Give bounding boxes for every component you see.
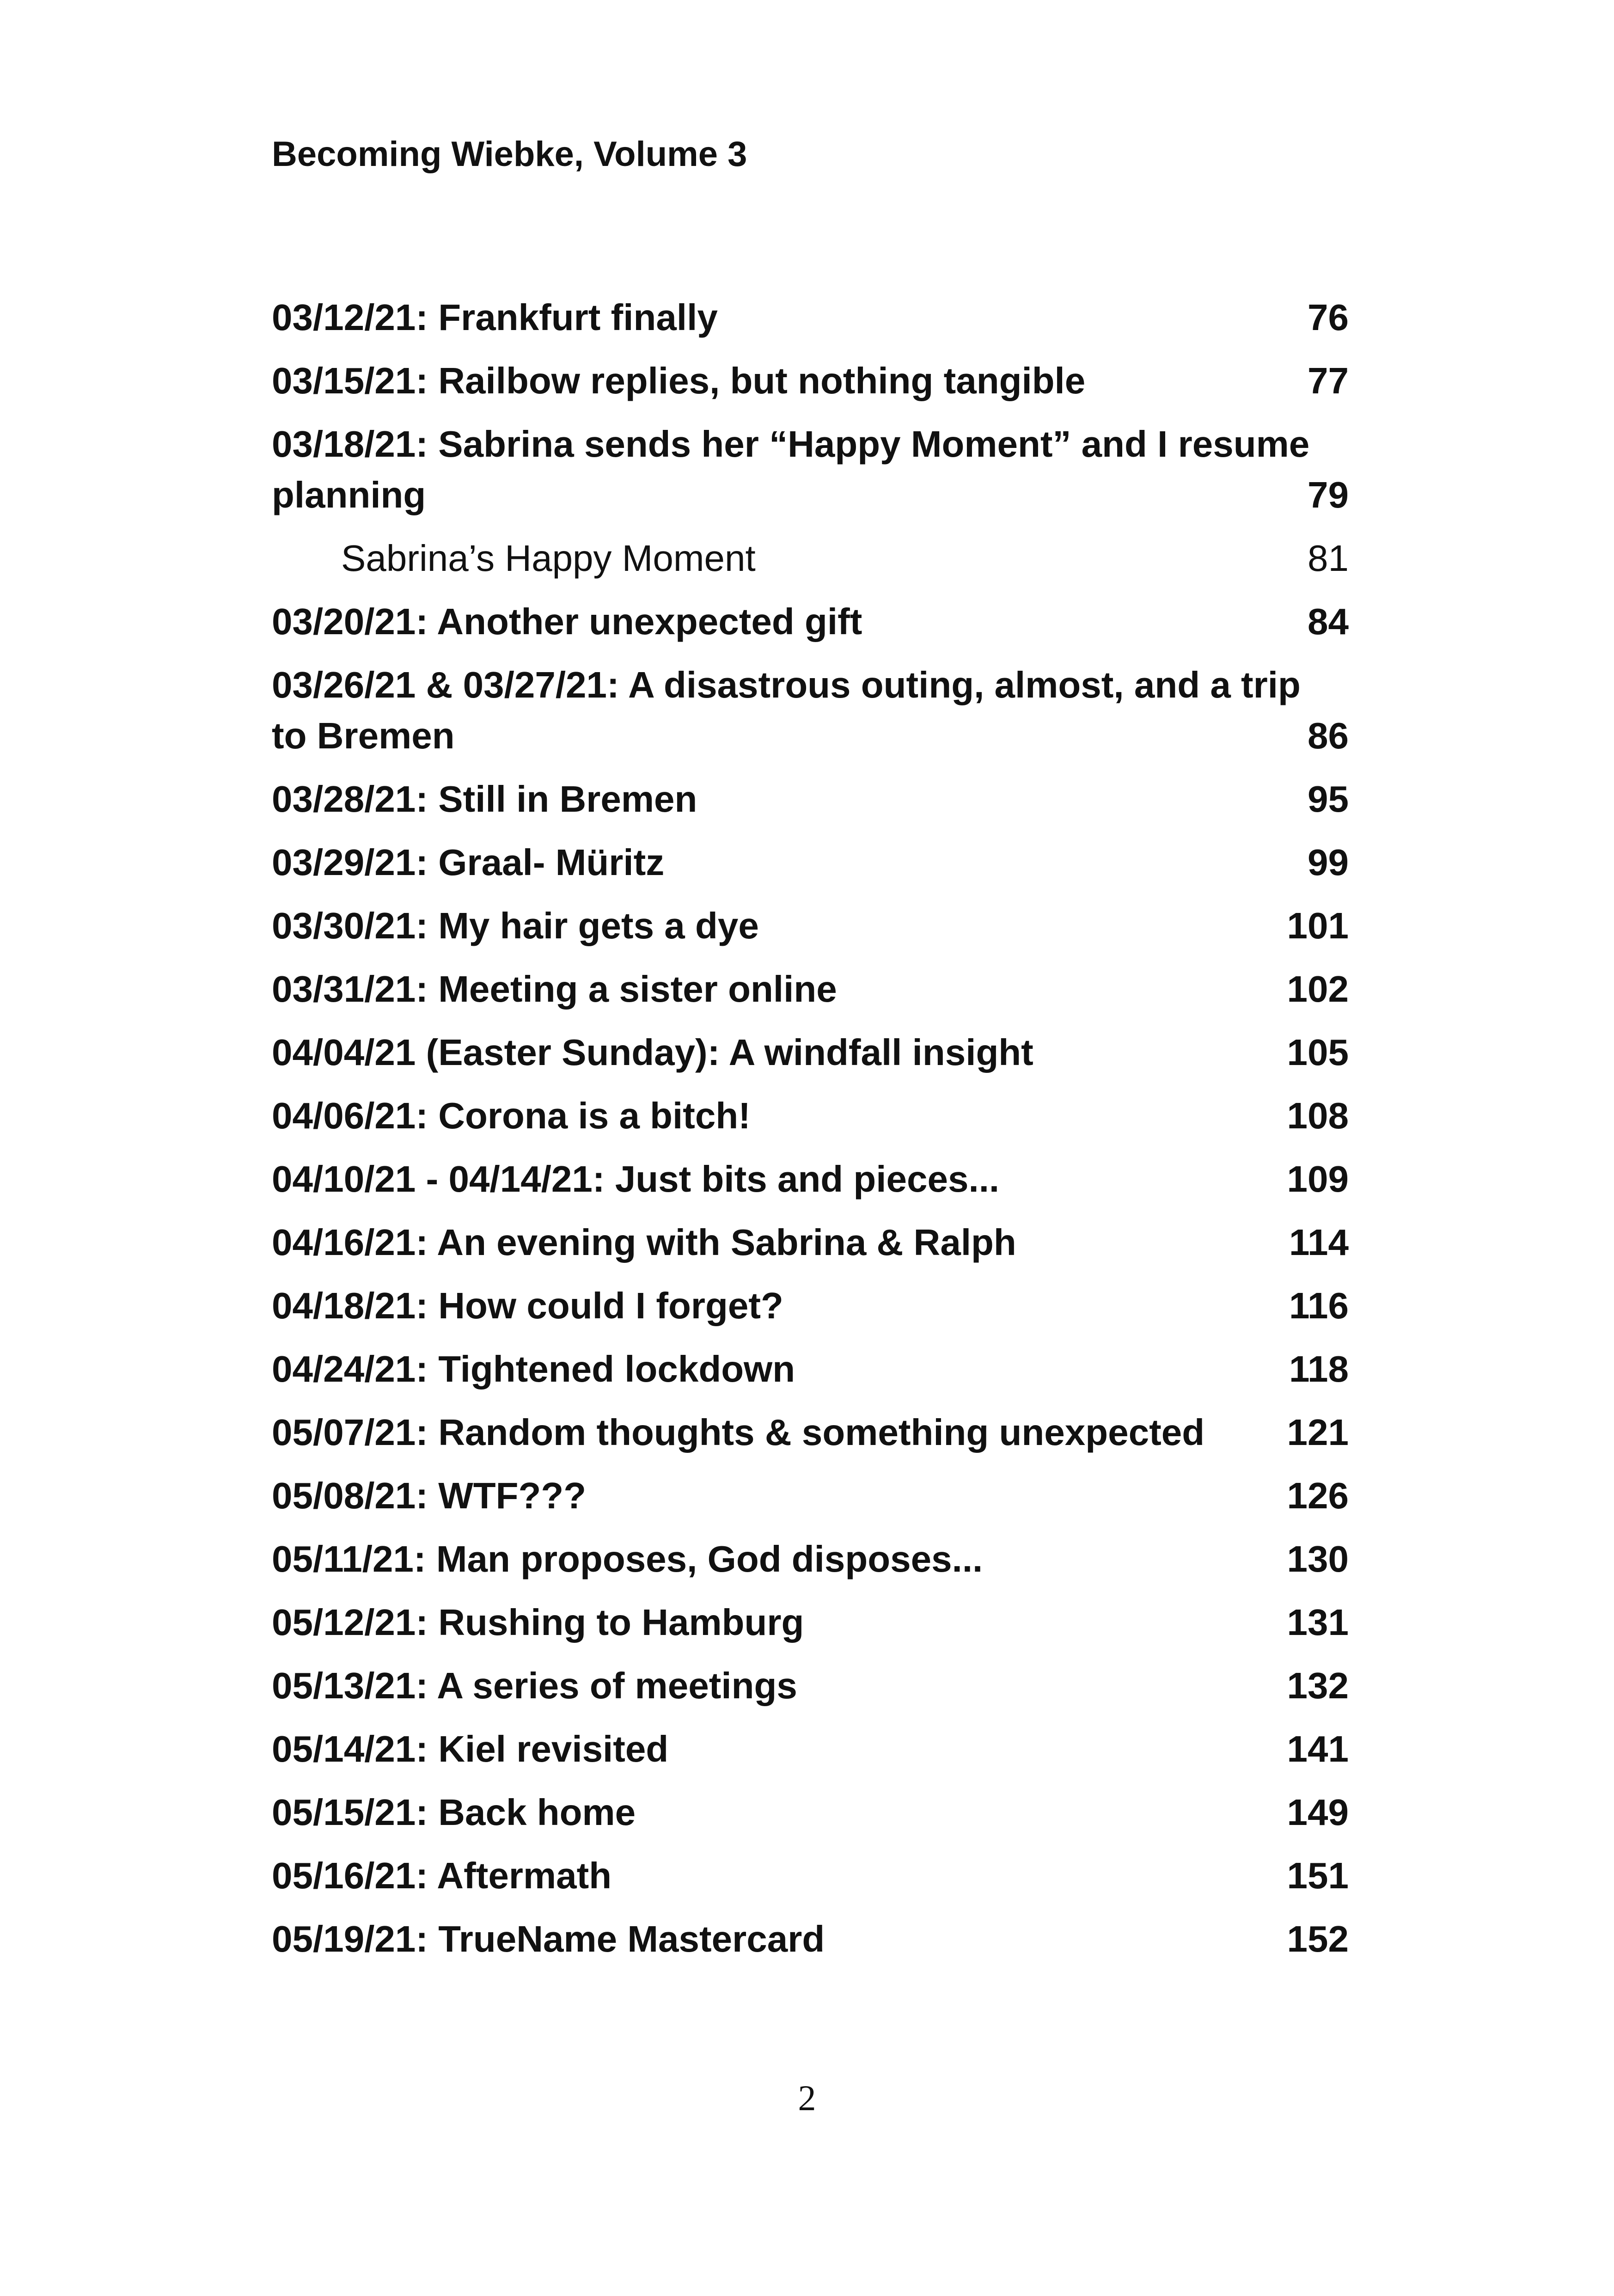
toc-entry[interactable] [272, 768, 1349, 832]
toc-entry-title: 04/16/21: An evening with Sabrina & Ralph [272, 1222, 1016, 1263]
toc-entry-title: 05/13/21: A series of meetings [272, 1665, 797, 1706]
toc-entry[interactable] [272, 1655, 1349, 1718]
toc-subentry-page-number: 81 [1308, 538, 1349, 579]
toc-entry[interactable] [272, 1718, 1349, 1782]
toc-entry[interactable] [272, 1148, 1349, 1212]
toc-entry-title: 04/18/21: How could I forget? [272, 1285, 783, 1326]
toc-entry[interactable] [272, 1085, 1349, 1148]
toc-entry-title-line-2: to Bremen [272, 715, 455, 756]
toc-entry[interactable] [272, 1908, 1349, 1971]
toc-entry[interactable] [272, 1845, 1349, 1908]
toc-entry-title: 04/24/21: Tightened lockdown [272, 1348, 795, 1390]
toc-entry-title: 03/29/21: Graal- Müritz [272, 842, 665, 883]
toc-entry-title: 03/31/21: Meeting a sister online [272, 968, 837, 1010]
toc-entry-page-number: 141 [1287, 1728, 1349, 1769]
toc-entry-title-line-1: 03/26/21 & 03/27/21: A disastrous outing, almost, and a trip [272, 664, 1301, 705]
toc-subentry-title: Sabrina’s Happy Moment [341, 538, 756, 579]
toc-entry-page-number: 77 [1308, 360, 1349, 401]
toc-entry[interactable] [272, 350, 1349, 413]
toc-entry[interactable] [272, 654, 1349, 768]
toc-entry-page-number: 131 [1287, 1602, 1349, 1643]
toc-entry-title: 04/04/21 (Easter Sunday): A windfall insight [272, 1032, 1033, 1073]
table-of-contents [272, 287, 1349, 1971]
toc-entry-title: 03/12/21: Frankfurt finally [272, 297, 718, 338]
toc-entry-title: 04/10/21 - 04/14/21: Just bits and pieces... [272, 1158, 1000, 1200]
toc-entry-title: 03/15/21: Railbow replies, but nothing tangible [272, 360, 1086, 401]
toc-subentry[interactable] [272, 527, 1349, 591]
toc-entry[interactable] [272, 832, 1349, 895]
toc-entry-title: 03/30/21: My hair gets a dye [272, 905, 759, 946]
toc-entry-title: 05/11/21: Man proposes, God disposes... [272, 1538, 983, 1580]
toc-entry-page-number: 86 [1308, 715, 1349, 756]
toc-entry-page-number: 79 [1308, 474, 1349, 515]
toc-entry[interactable] [272, 1338, 1349, 1402]
toc-entry-page-number: 76 [1308, 297, 1349, 338]
toc-entry[interactable] [272, 1022, 1349, 1085]
toc-entry[interactable] [272, 1465, 1349, 1528]
toc-entry-title: 05/15/21: Back home [272, 1792, 636, 1833]
toc-entry-page-number: 95 [1308, 778, 1349, 820]
toc-entry-title: 05/14/21: Kiel revisited [272, 1728, 669, 1769]
toc-entry[interactable] [272, 287, 1349, 350]
toc-entry[interactable] [272, 895, 1349, 958]
toc-entry-title: 04/06/21: Corona is a bitch! [272, 1095, 751, 1136]
toc-entry-title: 03/20/21: Another unexpected gift [272, 601, 862, 642]
toc-entry-title: 05/12/21: Rushing to Hamburg [272, 1602, 804, 1643]
toc-entry[interactable] [272, 591, 1349, 654]
toc-entry-page-number: 114 [1289, 1222, 1349, 1263]
toc-entry-page-number: 149 [1287, 1792, 1349, 1833]
toc-entry-title: 03/28/21: Still in Bremen [272, 778, 697, 820]
toc-entry[interactable] [272, 958, 1349, 1022]
toc-entry[interactable] [272, 1402, 1349, 1465]
toc-entry-page-number: 151 [1287, 1855, 1349, 1896]
toc-entry-title-line-1: 03/18/21: Sabrina sends her “Happy Moment” and I resume [272, 423, 1310, 465]
toc-entry[interactable] [272, 1528, 1349, 1592]
toc-entry-page-number: 121 [1287, 1412, 1349, 1453]
toc-entry[interactable] [272, 1212, 1349, 1275]
toc-entry[interactable] [272, 1275, 1349, 1338]
toc-entry[interactable] [272, 1782, 1349, 1845]
toc-entry-title: 05/19/21: TrueName Mastercard [272, 1918, 825, 1959]
toc-entry-page-number: 130 [1287, 1538, 1349, 1580]
toc-entry-page-number: 126 [1287, 1475, 1349, 1516]
toc-entry-page-number: 101 [1287, 905, 1349, 946]
footer-page-number: 2 [798, 2078, 816, 2118]
toc-entry-page-number: 109 [1287, 1158, 1349, 1200]
toc-entry-page-number: 116 [1289, 1285, 1349, 1326]
toc-entry-page-number: 84 [1308, 601, 1349, 642]
toc-entry-title: 05/16/21: Aftermath [272, 1855, 612, 1896]
toc-entry-page-number: 132 [1287, 1665, 1349, 1706]
toc-entry-title-line-2: planning [272, 474, 426, 515]
toc-entry-page-number: 99 [1308, 842, 1349, 883]
toc-entry-title: 05/08/21: WTF??? [272, 1475, 587, 1516]
running-header-title: Becoming Wiebke, Volume 3 [272, 135, 747, 174]
toc-entry[interactable] [272, 1592, 1349, 1655]
toc-entry-page-number: 102 [1287, 968, 1349, 1010]
toc-entry-page-number: 108 [1287, 1095, 1349, 1136]
toc-entry[interactable] [272, 413, 1349, 527]
toc-entry-page-number: 105 [1287, 1032, 1349, 1073]
toc-entry-page-number: 118 [1289, 1348, 1349, 1390]
toc-entry-page-number: 152 [1287, 1918, 1349, 1959]
toc-entry-title: 05/07/21: Random thoughts & something unexpected [272, 1412, 1205, 1453]
